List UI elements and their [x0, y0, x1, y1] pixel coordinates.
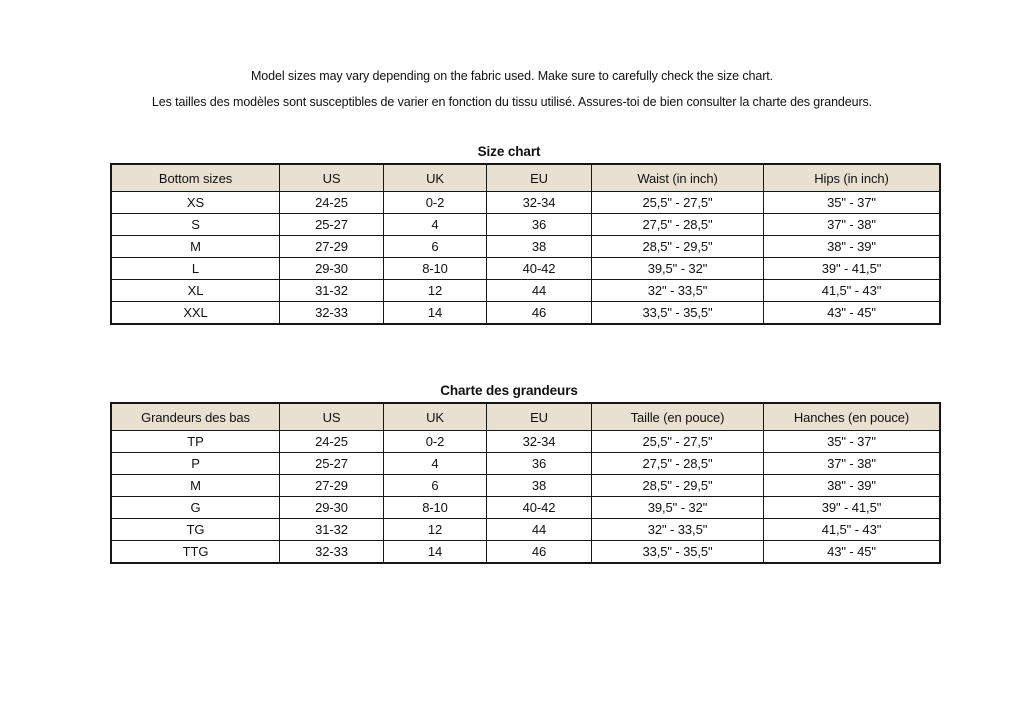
value-cell: 39,5" - 32" [592, 497, 764, 519]
value-cell: 38 [487, 236, 592, 258]
value-cell: 32-33 [280, 302, 384, 325]
value-cell: 37" - 38" [764, 453, 941, 475]
column-header-us: US [280, 164, 384, 192]
column-header-eu: EU [487, 403, 592, 431]
value-cell: 4 [384, 214, 487, 236]
value-cell: 43" - 45" [764, 541, 941, 564]
note-french: Les tailles des modèles sont susceptibles de varier en fonction du tissu utilisé. Assures-toi de bien consulter la charte des grandeurs. [151, 95, 873, 109]
value-cell: 38" - 39" [764, 475, 941, 497]
value-cell: 33,5" - 35,5" [592, 302, 764, 325]
value-cell: 28,5" - 29,5" [592, 475, 764, 497]
value-cell: 27,5" - 28,5" [592, 214, 764, 236]
table-row [111, 453, 940, 475]
size-label-cell: G [111, 497, 280, 519]
charte-grandeurs-title: Charte des grandeurs [440, 383, 578, 398]
column-header-uk: UK [384, 164, 487, 192]
table-row [111, 302, 940, 325]
size-label-cell: TTG [111, 541, 280, 564]
value-cell: 36 [487, 214, 592, 236]
value-cell: 36 [487, 453, 592, 475]
value-cell: 44 [487, 280, 592, 302]
value-cell: 4 [384, 453, 487, 475]
value-cell: 38" - 39" [764, 236, 941, 258]
note-english: Model sizes may vary depending on the fabric used. Make sure to carefully check the size chart. [250, 69, 773, 83]
value-cell: 6 [384, 236, 487, 258]
value-cell: 14 [384, 302, 487, 325]
value-cell: 8-10 [384, 258, 487, 280]
value-cell: 25-27 [280, 214, 384, 236]
table-row [111, 192, 940, 214]
value-cell: 29-30 [280, 497, 384, 519]
size-label-cell: L [111, 258, 280, 280]
charte-grandeurs-section [110, 383, 908, 564]
value-cell: 27-29 [280, 236, 384, 258]
value-cell: 40-42 [487, 497, 592, 519]
size-chart-table [110, 163, 941, 325]
value-cell: 6 [384, 475, 487, 497]
column-header-bottom-sizes: Bottom sizes [111, 164, 280, 192]
size-chart-section [110, 144, 908, 325]
size-label-cell: XS [111, 192, 280, 214]
value-cell: 28,5" - 29,5" [592, 236, 764, 258]
size-label-cell: XXL [111, 302, 280, 325]
value-cell: 12 [384, 280, 487, 302]
column-header-grandeurs-des-bas: Grandeurs des bas [111, 403, 280, 431]
column-header-waist-in-inch: Waist (in inch) [592, 164, 764, 192]
column-header-uk: UK [384, 403, 487, 431]
value-cell: 25,5" - 27,5" [592, 431, 764, 453]
column-header-hanches-en-pouce: Hanches (en pouce) [764, 403, 941, 431]
value-cell: 29-30 [280, 258, 384, 280]
value-cell: 24-25 [280, 431, 384, 453]
table-row [111, 519, 940, 541]
value-cell: 40-42 [487, 258, 592, 280]
value-cell: 12 [384, 519, 487, 541]
table-row [111, 236, 940, 258]
table-row [111, 214, 940, 236]
table-row [111, 280, 940, 302]
value-cell: 24-25 [280, 192, 384, 214]
value-cell: 41,5" - 43" [764, 280, 941, 302]
value-cell: 27,5" - 28,5" [592, 453, 764, 475]
value-cell: 33,5" - 35,5" [592, 541, 764, 564]
value-cell: 32-34 [487, 192, 592, 214]
value-cell: 32-33 [280, 541, 384, 564]
size-label-cell: M [111, 236, 280, 258]
column-header-taille-en-pouce: Taille (en pouce) [592, 403, 764, 431]
size-label-cell: P [111, 453, 280, 475]
header-row [111, 164, 940, 192]
table-row [111, 431, 940, 453]
value-cell: 35" - 37" [764, 192, 941, 214]
value-cell: 0-2 [384, 431, 487, 453]
charte-grandeurs-table [110, 402, 941, 564]
size-label-cell: M [111, 475, 280, 497]
value-cell: 38 [487, 475, 592, 497]
value-cell: 31-32 [280, 519, 384, 541]
table-row [111, 475, 940, 497]
size-label-cell: TP [111, 431, 280, 453]
table-row [111, 541, 940, 564]
value-cell: 25,5" - 27,5" [592, 192, 764, 214]
value-cell: 8-10 [384, 497, 487, 519]
value-cell: 14 [384, 541, 487, 564]
table-row [111, 497, 940, 519]
value-cell: 46 [487, 302, 592, 325]
value-cell: 32-34 [487, 431, 592, 453]
value-cell: 31-32 [280, 280, 384, 302]
size-chart-title: Size chart [477, 144, 541, 159]
size-label-cell: XL [111, 280, 280, 302]
column-header-us: US [280, 403, 384, 431]
value-cell: 25-27 [280, 453, 384, 475]
value-cell: 32" - 33,5" [592, 519, 764, 541]
column-header-eu: EU [487, 164, 592, 192]
column-header-hips-in-inch: Hips (in inch) [764, 164, 941, 192]
size-label-cell: S [111, 214, 280, 236]
value-cell: 39" - 41,5" [764, 258, 941, 280]
value-cell: 46 [487, 541, 592, 564]
table-row [111, 258, 940, 280]
value-cell: 43" - 45" [764, 302, 941, 325]
size-label-cell: TG [111, 519, 280, 541]
value-cell: 39,5" - 32" [592, 258, 764, 280]
value-cell: 32" - 33,5" [592, 280, 764, 302]
value-cell: 41,5" - 43" [764, 519, 941, 541]
value-cell: 35" - 37" [764, 431, 941, 453]
value-cell: 0-2 [384, 192, 487, 214]
value-cell: 37" - 38" [764, 214, 941, 236]
value-cell: 39" - 41,5" [764, 497, 941, 519]
value-cell: 44 [487, 519, 592, 541]
value-cell: 27-29 [280, 475, 384, 497]
header-row [111, 403, 940, 431]
